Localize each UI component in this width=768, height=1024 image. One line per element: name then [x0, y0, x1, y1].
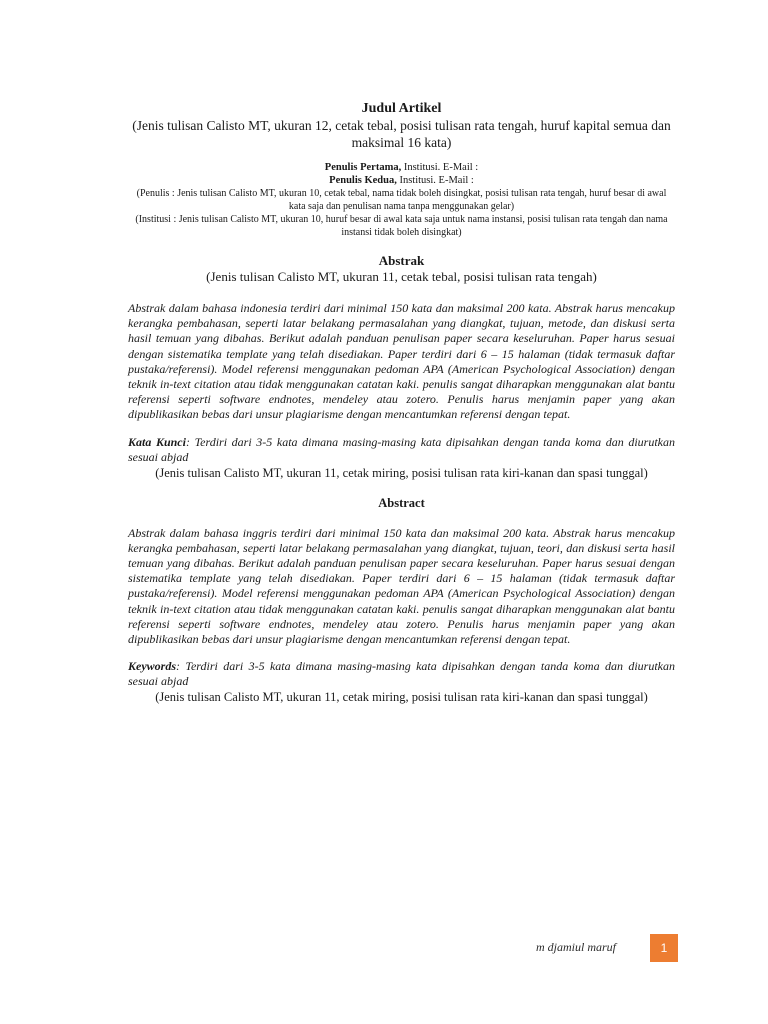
- keywords: [128, 659, 675, 689]
- kata-kunci-text: : Terdiri dari 3-5 kata dimana masing-masing kata dipisahkan dengan tanda koma dan diurutkan sesuai abjad: [128, 434, 675, 464]
- author-first-name: Penulis Pertama,: [324, 162, 402, 173]
- author-block: [128, 161, 675, 239]
- abstrak-format-note: (Jenis tulisan Calisto MT, ukuran 11, cetak tebal, posisi tulisan rata tengah): [206, 269, 597, 284]
- abstract-heading: Abstract: [378, 495, 425, 510]
- author-second: [128, 174, 675, 187]
- page-number-badge: 1: [650, 934, 678, 962]
- kata-kunci-label: Kata Kunci: [128, 434, 186, 449]
- abstrak-heading: Abstrak: [378, 253, 425, 268]
- kata-kunci-format-note: (Jenis tulisan Calisto MT, ukuran 11, cetak miring, posisi tulisan rata kiri-kanan dan spasi tunggal): [155, 465, 648, 480]
- article-title: Judul Artikel: [361, 101, 442, 116]
- keywords-text: : Terdiri dari 3-5 kata dimana masing-masing kata dipisahkan dengan tanda koma dan diurutkan sesuai abjad: [128, 659, 675, 689]
- kata-kunci: [128, 435, 675, 465]
- author-second-info: Institusi. E-Mail :: [396, 175, 474, 186]
- abstrak-body: Abstrak dalam bahasa indonesia terdiri dari minimal 150 kata dan maksimal 200 kata. Abstrak harus mencakup kerangka pembahasan, seperti latar belakang permasalahan yang diangkat, tujuan, metode, dan diskusi serta hasil temuan yang dibahas. Berikut adalah panduan penulisan paper secara keseluruhan. Paper harus sesuai dengan sistematika template yang telah disediakan. Paper terdiri dari 6 – 15 halaman (tidak termasuk daftar pustaka/referensi). Model referensi menggunakan pedoman APA (American Psychological Association) dengan teknik in-text citation atau tidak menggunakan catatan kaki. penulis sangat diharapkan menggunakan alat bantu referensi seperti software endnotes, mendeley atau zotero. Penulis harus menjamin paper yang akan dipublikasikan bebas dari unsur plagiarisme dengan mencantumkan referensi dengan tepat.: [128, 301, 675, 422]
- footer-author: m djamiul maruf: [536, 940, 617, 954]
- title-format-note: (Jenis tulisan Calisto MT, ukuran 12, cetak tebal, posisi tulisan rata tengah, huruf kapital semua dan maksimal 16 kata): [132, 118, 671, 150]
- keywords-format-note: (Jenis tulisan Calisto MT, ukuran 11, cetak miring, posisi tulisan rata kiri-kanan dan spasi tunggal): [155, 690, 648, 705]
- author-format-note: (Penulis : Jenis tulisan Calisto MT, ukuran 10, cetak tebal, nama tidak boleh disingkat, posisi tulisan rata tengah, huruf besar di awal kata saja dan penulisan nama tanpa menggunakan gelar): [136, 188, 667, 212]
- author-first-info: Institusi. E-Mail :: [401, 162, 479, 173]
- article-content: [128, 100, 675, 705]
- abstract-body: Abstrak dalam bahasa inggris terdiri dari minimal 150 kata dan maksimal 200 kata. Abstrak harus mencakup kerangka pembahasan, seperti latar belakang permasalahan yang diangkat, tujuan, teori, dan diskusi serta hasil temuan yang dibahas. Berikut adalah panduan penulisan paper secara keseluruhan. Paper harus sesuai dengan sistematika template yang telah disediakan. Paper terdiri dari 6 – 15 halaman (tidak termasuk daftar pustaka/referensi). Model referensi menggunakan pedoman APA (American Psychological Association) dengan teknik in-text citation atau tidak menggunakan catatan kaki. penulis sangat diharapkan menggunakan alat bantu referensi seperti software endnotes, mendeley atau zotero. Penulis harus menjamin paper yang akan dipublikasikan bebas dari unsur plagiarisme dengan mencantumkan referensi dengan tepat.: [128, 525, 675, 647]
- keywords-label: Keywords: [128, 659, 176, 674]
- institution-format-note: (Institusi : Jenis tulisan Calisto MT, ukuran 10, huruf besar di awal kata saja untuk nama instansi, posisi tulisan rata tengah dan nama instansi tidak boleh disingkat): [135, 214, 668, 238]
- author-second-name: Penulis Kedua,: [329, 175, 397, 186]
- author-first: [128, 161, 675, 174]
